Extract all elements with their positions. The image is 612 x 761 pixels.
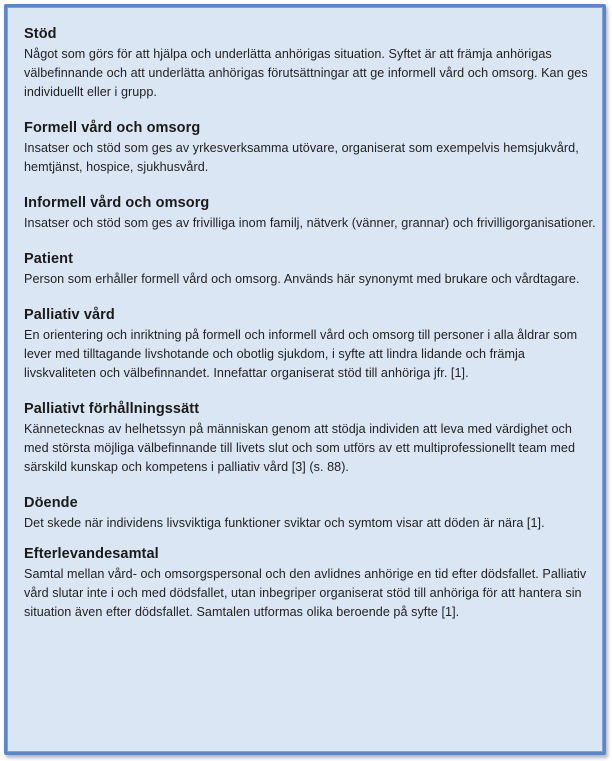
term-heading: Döende <box>24 495 78 511</box>
term-heading: Formell vård och omsorg <box>24 120 201 136</box>
term-definition: En orientering och inriktning på formell och informell vård och omsorg till personer i alla åldrar som lever med tilltagande livshotande och obotlig sjukdom, i syfte att lindra lidande och främja livskvaliteten och välbefinnandet. Innefattar organiserat stöd till anhöriga jfr. [1]. <box>24 328 578 380</box>
term-heading: Palliativ vård <box>24 307 115 323</box>
term-definition: Kännetecknas av helhetssyn på människan genom att stödja individen att leva med värdighet och med största möjliga välbefinnande till livets slut och som utförs av ett multiprofessionellt team med särskild kunskap och kompetens i palliativ vård [3] (s. 88). <box>24 422 576 474</box>
term-heading: Palliativt förhållningssätt <box>24 401 200 417</box>
term-definition: Insatser och stöd som ges av yrkesverksamma utövare, organiserat som exempelvis hemsjukvård, hemtjänst, hospice, sjukhusvård. <box>24 141 579 174</box>
term-definition: Person som erhåller formell vård och omsorg. Används här synonymt med brukare och vårdtagare. <box>24 272 580 286</box>
term-heading: Stöd <box>24 26 57 42</box>
entry-formell-vard <box>24 120 599 177</box>
glossary-content <box>24 26 599 640</box>
term-definition: Insatser och stöd som ges av frivilliga inom familj, nätverk (vänner, grannar) och frivilligorganisationer. <box>24 216 596 230</box>
term-definition: Det skede när individens livsviktiga funktioner sviktar och symtom visar att döden är nära [1]. <box>24 516 545 530</box>
entry-doende <box>24 495 599 533</box>
term-definition: Samtal mellan vård- och omsorgspersonal och den avlidnes anhörige en tid efter dödsfallet. Palliativ vård slutar inte i och med dödsfallet, utan inbegriper organiserat stöd till anhöriga för att hantera sin situation även efter dödsfallet. Samtalen utformas olika beroende på syfte [1]. <box>24 567 587 619</box>
entry-stod <box>24 26 599 102</box>
entry-patient <box>24 251 599 289</box>
term-heading: Informell vård och omsorg <box>24 195 210 211</box>
entry-efterlevandesamtal <box>24 546 599 622</box>
entry-palliativ-vard <box>24 307 599 383</box>
entry-informell-vard <box>24 195 599 233</box>
entry-palliativt-forhallningssatt <box>24 401 599 477</box>
term-heading: Efterlevandesamtal <box>24 546 159 562</box>
term-heading: Patient <box>24 251 74 267</box>
term-definition: Något som görs för att hjälpa och underlätta anhörigas situation. Syftet är att främja anhörigas välbefinnande och att underlätta anhörigas förutsättningar att ge informell vård och omsorg. Kan ges individuellt eller i grupp. <box>24 47 588 99</box>
